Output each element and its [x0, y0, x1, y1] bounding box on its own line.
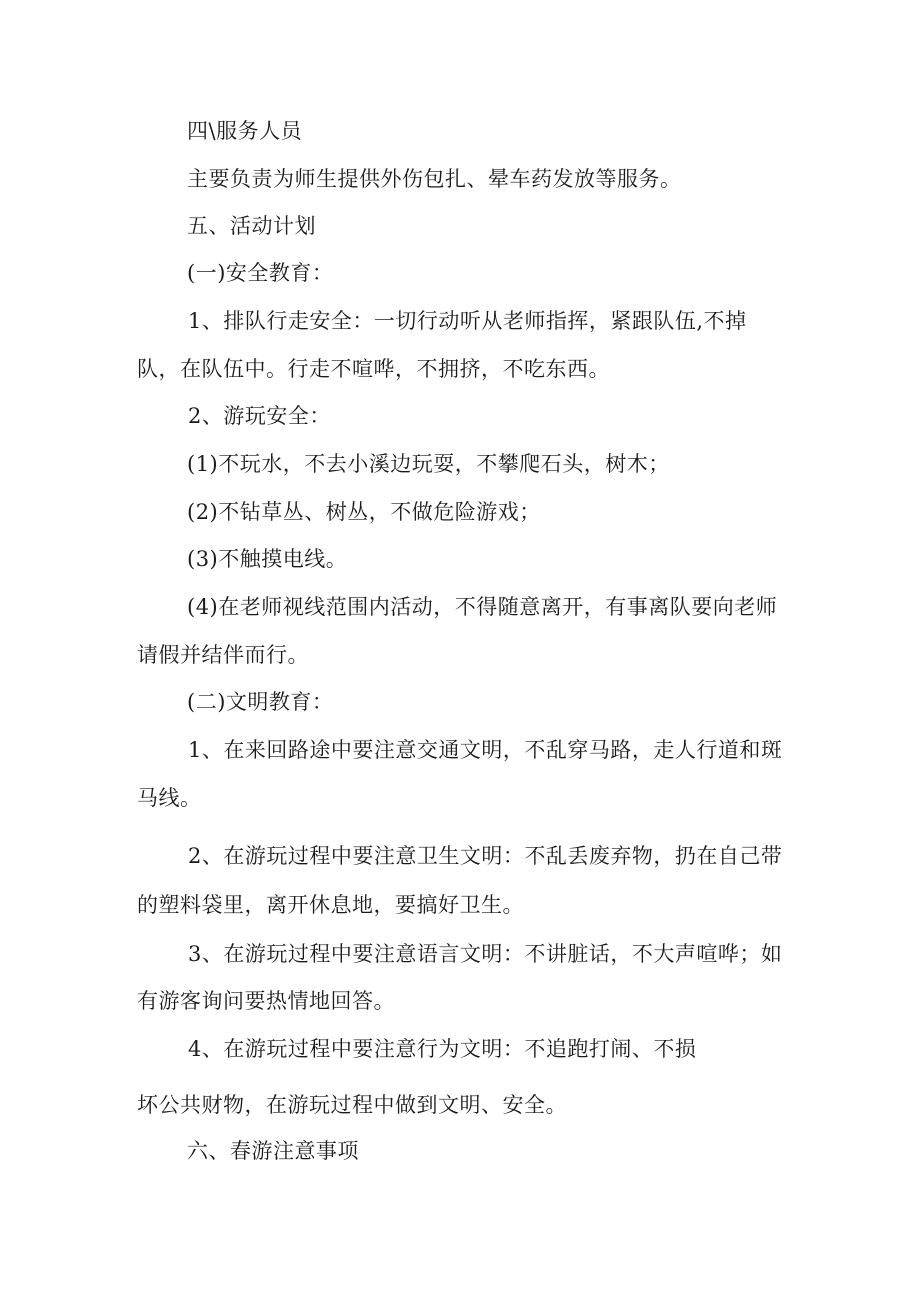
item-play-safety-4-line1: (4)在老师视线范围内活动，不得随意离开，有事离队要向老师 — [187, 595, 778, 619]
paragraph-behavior-civility-line1: 4、在游玩过程中要注意行为文明：不追跑打闹、不损 — [188, 1037, 697, 1061]
heading-activity-plan: 五、活动计划 — [187, 214, 316, 238]
heading-spring-outing-notes: 六、春游注意事项 — [187, 1139, 359, 1163]
item-play-safety-1: (1)不玩水，不去小溪边玩耍，不攀爬石头，树木； — [187, 452, 670, 476]
paragraph-language-civility-line2: 有游客询问要热情地回答。 — [137, 989, 395, 1013]
paragraph-queue-safety-line1: 1、排队行走安全：一切行动听从老师指挥，紧跟队伍,不掉 — [188, 309, 747, 333]
item-play-safety-2: (2)不钻草丛、树丛，不做危险游戏； — [187, 500, 541, 524]
paragraph-behavior-civility-line2: 坏公共财物，在游玩过程中做到文明、安全。 — [137, 1093, 567, 1117]
paragraph-traffic-civility-line1: 1、在来回路途中要注意交通文明，不乱穿马路，走人行道和斑 — [188, 738, 783, 762]
paragraph-hygiene-civility-line2: 的塑料袋里，离开休息地，要搞好卫生。 — [137, 893, 524, 917]
subheading-civility-education: (二)文明教育： — [187, 690, 334, 714]
item-play-safety: 2、游玩安全： — [188, 404, 331, 428]
item-play-safety-4-line2: 请假并结伴而行。 — [137, 643, 309, 667]
item-play-safety-3: (3)不触摸电线。 — [187, 547, 348, 571]
paragraph-service-staff: 主要负责为师生提供外伤包扎、晕车药发放等服务。 — [187, 167, 682, 191]
paragraph-language-civility-line1: 3、在游玩过程中要注意语言文明：不讲脏话，不大声喧哗；如 — [188, 942, 783, 966]
heading-service-staff: 四\服务人员 — [187, 119, 303, 143]
paragraph-queue-safety-line2: 队，在队伍中。行走不喧哗，不拥挤，不吃东西。 — [137, 357, 610, 381]
paragraph-traffic-civility-line2: 马线。 — [137, 786, 202, 810]
paragraph-hygiene-civility-line1: 2、在游玩过程中要注意卫生文明：不乱丢废弃物，扔在自己带 — [188, 844, 783, 868]
subheading-safety-education: (一)安全教育： — [187, 261, 334, 285]
